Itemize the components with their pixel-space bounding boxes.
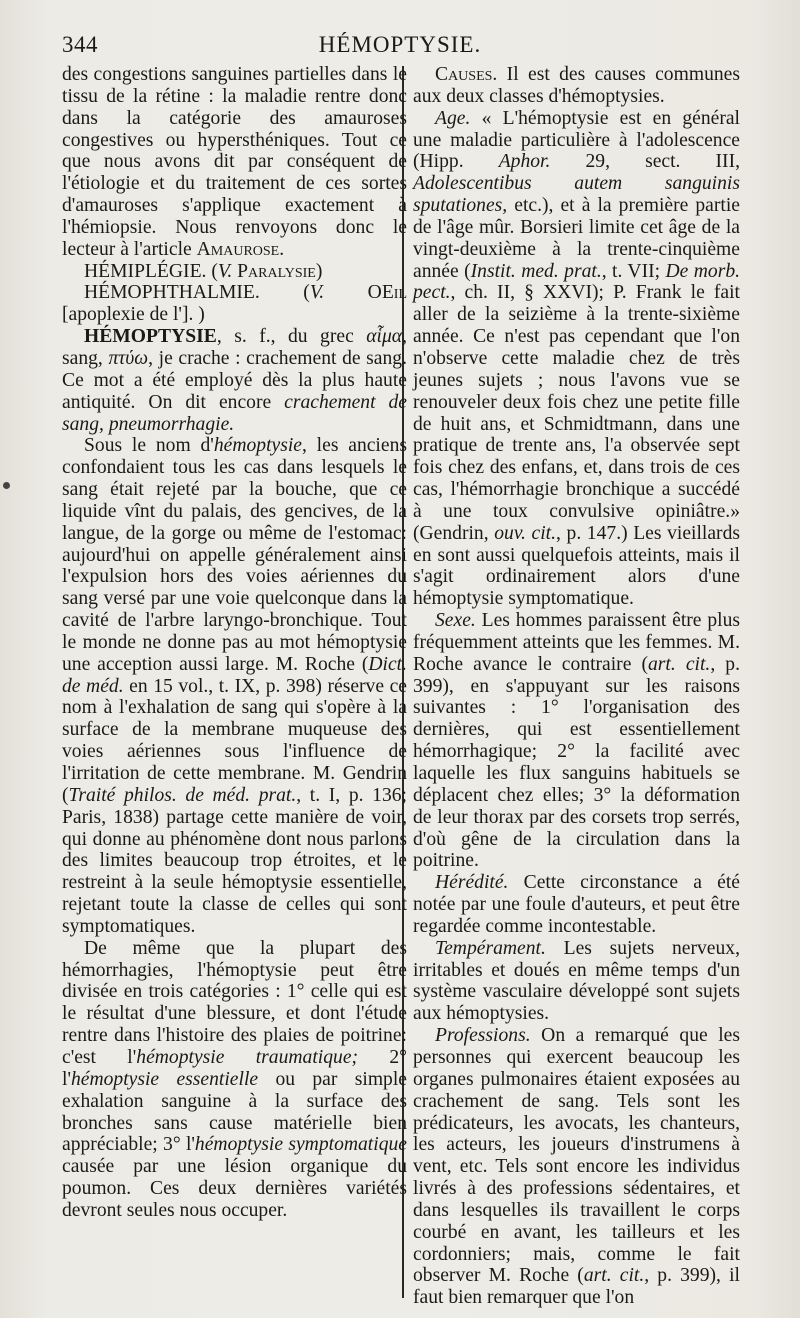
running-head: HÉMOPTYSIE.	[318, 32, 482, 57]
section-head: Hérédité.	[435, 872, 509, 894]
right-column	[413, 64, 740, 1309]
paragraph-amaurose: des congestions sanguines partielles dans le tissu de la rétine : la maladie rentre donc dans la catégorie des amauroses congestives ou hypersthéniques. Tout ce que nous avons dit par conséquent de l'étiologie et du traitement de ces sortes d'amauroses s'applique exactement à l'hémiopsie. Nous renvoyons donc le lecteur à l'article Amaurose.	[62, 64, 407, 260]
section-head: Tempérament.	[435, 937, 546, 959]
entry-hemiplegie: HÉMIPLÉGIE. (V. Paralysie)	[84, 260, 323, 282]
section-head: Age.	[435, 107, 471, 129]
cross-reference: Amaurose.	[196, 238, 285, 260]
paragraph-causes: Causes. Il est des causes communes aux deux classes d'hémoptysies.	[413, 64, 740, 107]
margin-mark	[3, 482, 10, 489]
page-number: 344	[62, 32, 98, 57]
left-column	[62, 64, 407, 1222]
paragraph-heredite: Hérédité. Cette circonstance a été notée par une foule d'auteurs, et peut être regardée comme incontestable.	[413, 872, 740, 937]
section-head: Professions.	[435, 1025, 531, 1047]
entry-hemoptysie: HÉMOPTYSIE, s. f., du grec αἷμα, sang, πτύω, je crache : crachement de sang. Ce mot a été employé dès la plus haute antiquité. On dit encore crachement de sang, pneumorrhagie.	[62, 326, 407, 435]
paragraph-temperament: Tempérament. Les sujets nerveux, irritables et doués en même temps d'un système vasculaire développé sont sujets aux hémoptysies.	[413, 937, 740, 1025]
entry-headword: HÉMOPTYSIE	[84, 326, 217, 348]
paragraph-sexe: Sexe. Les hommes paraissent être plus fréquemment atteints que les femmes. M. Roche avance le contraire (art. cit., p. 399), en s'appuyant sur les raisons suivantes : 1° l'organisation des dernières, qui est essentiellement hémorrhagique; 2° la facilité avec laquelle les flux sanguins habituels se déplacent chez elles; 3° la déformation de leur thorax par des corsets trop serrés, d'où gêne de la circulation dans la poitrine.	[413, 610, 740, 872]
paragraph-definition: Sous le nom d'hémoptysie, les anciens confondaient tous les cas dans lesquels le sang était rejeté par la bouche, que ce liquide vînt du palais, des gencives, de la langue, de la gorge ou même de l'estomac: aujourd'hui on appelle généralement ainsi l'expulsion hors des voies aériennes du sang versé par une voie quelconque dans la cavité de l'arbre laryngo-bronchique. Tout le monde ne donne pas au mot hémoptysie une acception aussi large. M. Roche (Dict. de méd. en 15 vol., t. IX, p. 398) réserve ce nom à l'exhalation de sang qui s'opère à la surface de la membrane muqueuse des voies aériennes sous l'influence de l'irritation de cette membrane. M. Gendrin (Traité philos. de méd. prat., t. I, p. 136; Paris, 1838) partage cette manière de voir, qui donne au phénomène dont nous parlons des limites beaucoup trop étroites, et le restreint à la seule hémoptysie essentielle, rejetant toute la classe de celles qui sont symptomatiques.	[62, 435, 407, 937]
section-head: Causes.	[435, 64, 498, 85]
paragraph-categories: De même que la plupart des hémorrhagies, l'hémoptysie peut être divisée en trois catégories : 1° celle qui est le résultat d'une blessure, et dont l'étude rentre dans l'histoire des plaies de poitrine: c'est l'hémoptysie traumatique; 2° l'hémoptysie essentielle ou par simple exhalation sanguine à la surface des bronches sans cause matérielle bien appréciable; 3° l'hémoptysie symptomatique causée par une lésion organique du poumon. Ces deux dernières variétés devront seules nous occuper.	[62, 937, 407, 1221]
paragraph-professions: Professions. On a remarqué que les personnes qui exercent beaucoup les organes pulmonaires étaient exposées au crachement de sang. Tels sont les prédicateurs, les avocats, les chanteurs, les acteurs, les joueurs d'instrumens à vent, etc. Tels sont encore les individus livrés à des professions sédentaires, et dans lesquelles ils travaillent le corps courbé en avant, les tailleurs et les cordonniers; mais, comme le fait observer M. Roche (art. cit., p. 399), il faut bien remarquer que l'on	[413, 1025, 740, 1309]
section-head: Sexe.	[435, 610, 476, 632]
paragraph-age: Age. « L'hémoptysie est en général une maladie particulière à l'adolescence (Hipp. Aphor. 29, sect. III, Adolescentibus autem sanguinis sputationes, etc.), et à la première partie de l'âge mûr. Borsieri limite cet âge de la vingt-deuxième à la trente-cinquième année (Instit. med. prat., t. VII; De morb. pect., ch. II, § XXVI); P. Frank le fait aller de la seizième à la trente-sixième année. Ce n'est pas cependant que l'on n'observe cette maladie chez de très jeunes sujets ; nous l'avons vue se renouveler deux fois chez une petite fille de huit ans, et Schmidtmann, dans une pratique de trente ans, l'a observée sept fois chez des enfans, et, dans trois de ces cas, l'hémorrhagie bronchique a succédé à une toux convulsive opiniâtre.» (Gendrin, ouv. cit., p. 147.) Les vieillards en sont aussi quelquefois atteints, mais il s'agit ordinairement alors d'une hémoptysie symptomatique.	[413, 107, 741, 610]
page-header	[0, 28, 800, 62]
entry-hemophthalmie: HÉMOPHTHALMIE. (V. OEil [apoplexie de l']. )	[62, 282, 408, 326]
